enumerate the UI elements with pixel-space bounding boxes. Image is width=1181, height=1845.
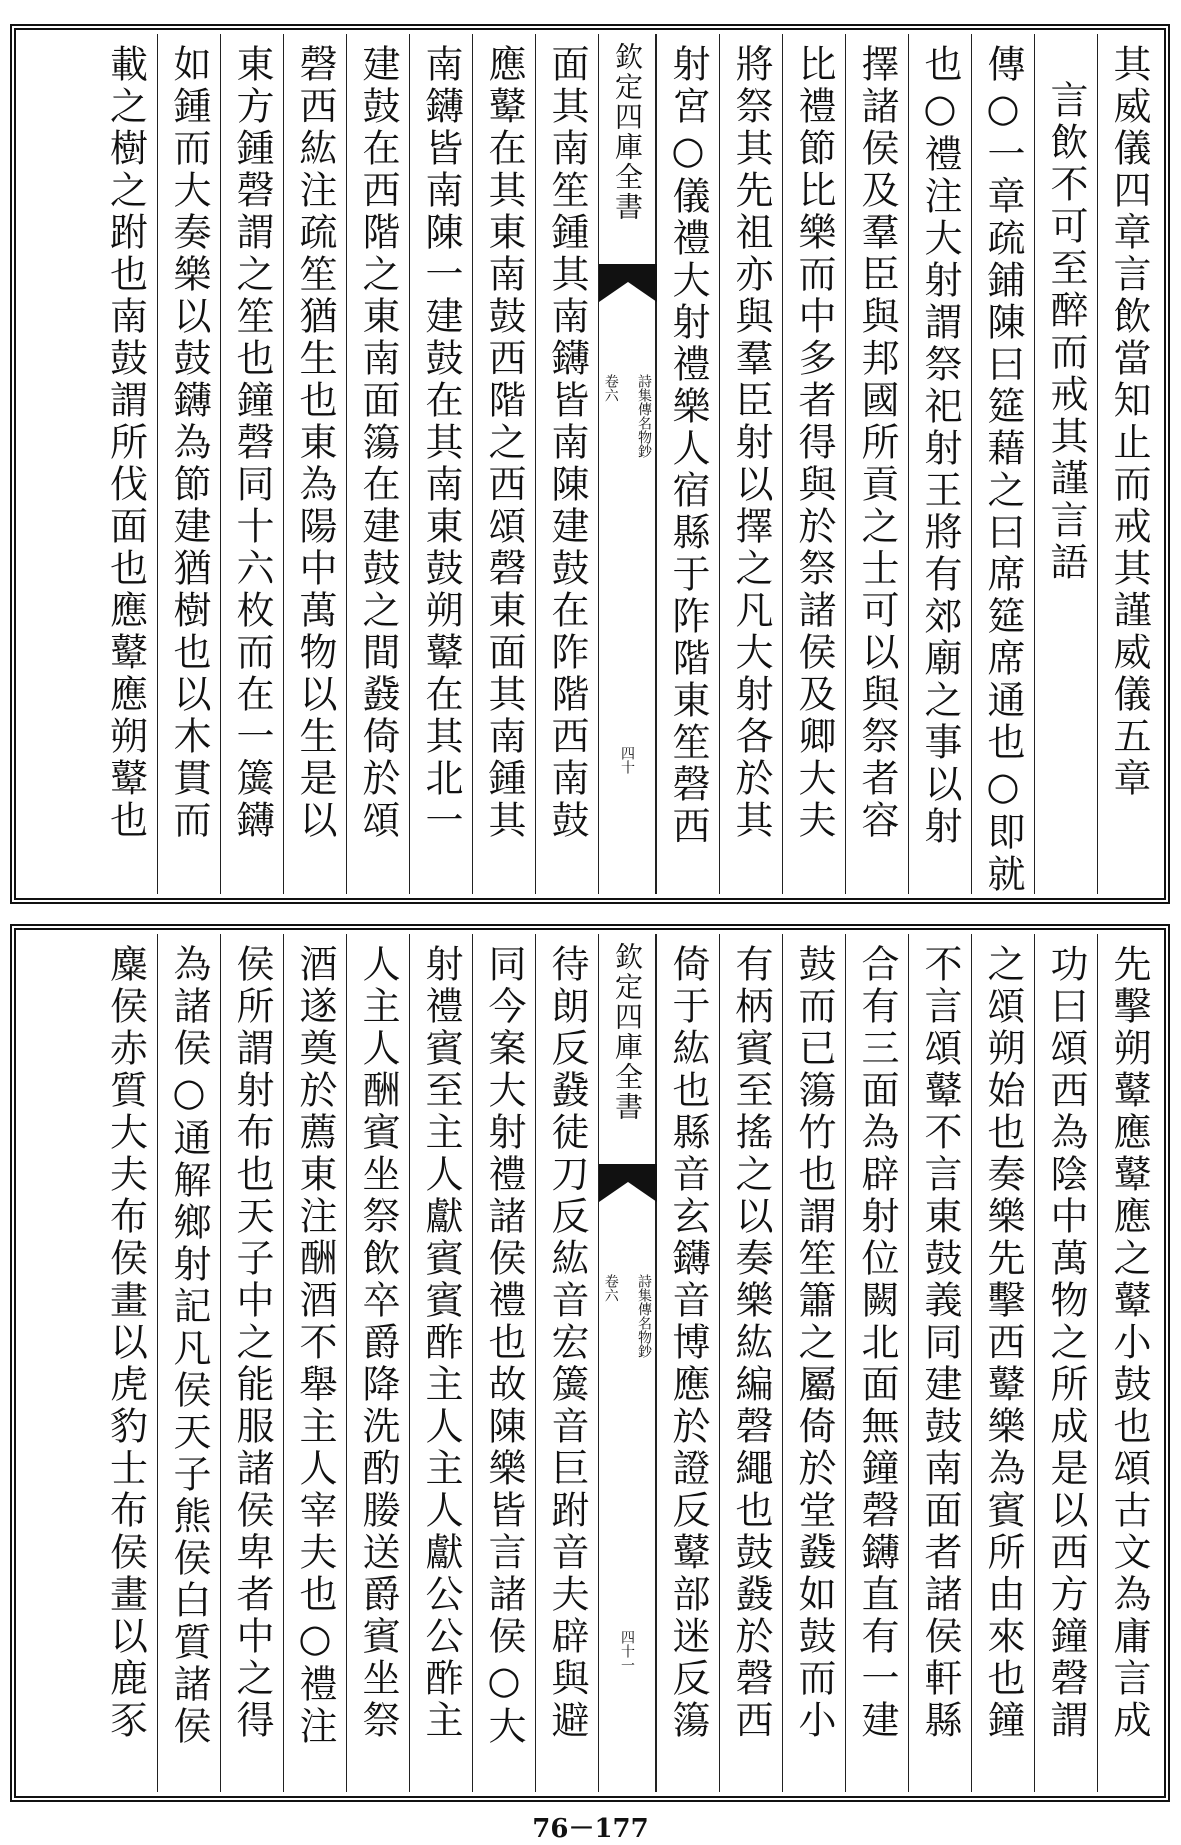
volume-label: 卷六 <box>602 374 619 402</box>
top-page <box>10 24 1170 904</box>
text-column: 射禮賓至主人獻賓賓酢主人主人獻公公酢主 <box>409 934 472 1792</box>
text-column: 先擊朔鼙應鼙應之鼙小鼓也頌古文為庸言成 <box>1097 934 1160 1792</box>
text-column: 同今案大射禮諸侯禮也故陳樂皆言諸侯○大 <box>472 934 535 1792</box>
book-title: 欽定四庫全書 <box>611 942 644 1122</box>
text-column: 射宮○儀禮大射禮樂人宿縣于阼階東笙磬西 <box>656 34 719 894</box>
text-column: 載之樹之跗也南鼓謂所伐面也應鼙應朔鼙也 <box>103 44 148 842</box>
text-column: 酒遂奠於薦東注酬酒不舉主人宰夫也○禮注 <box>283 934 346 1792</box>
text-column: 侯所謂射布也天子中之能服諸侯卑者中之得 <box>220 934 283 1792</box>
text-column: 其威儀四章言飲當知止而戒其謹威儀五章 <box>1097 34 1160 894</box>
text-column: 東方鍾磬謂之笙也鐘磬同十六枚而在一簴鑮 <box>220 34 283 894</box>
fish-tail-mark-icon <box>599 1164 657 1202</box>
text-column: 將祭其先祖亦與羣臣射以擇之凡大射各於其 <box>719 34 782 894</box>
text-column: 言飲不可至醉而戒其謹言語 <box>1034 34 1097 894</box>
fish-tail-mark-icon <box>599 264 657 302</box>
text-column: 不言頌鼙不言東鼓義同建鼓南面者諸侯軒縣 <box>908 934 971 1792</box>
text-column: 傳○一章疏鋪陳曰筵藉之曰席筵席通也○即就 <box>971 34 1034 894</box>
text-column: 面其南笙鍾其南鑮皆南陳建鼓在阼階西南鼓 <box>535 34 598 894</box>
text-column: 鼓而已簜竹也謂笙簫之屬倚於堂鼗如鼓而小 <box>782 934 845 1792</box>
text-column: 有柄賓至搖之以奏樂紘編磬繩也鼓鼗於磬西 <box>719 934 782 1792</box>
text-column: 倚于紘也縣音玄鑮音博應於證反鼙部迷反簜 <box>656 934 719 1792</box>
center-fold <box>598 934 656 1792</box>
center-fold <box>598 34 656 894</box>
top-columns <box>20 34 1160 894</box>
leaf-number: 四十 <box>619 746 635 774</box>
sub-title: 詩集傳名物鈔 <box>636 374 652 458</box>
page-footer-number: 76－177 <box>532 1814 649 1844</box>
text-column: 待朗反鼗徒刀反紘音宏簴音巨跗音夫辟與避 <box>535 934 598 1792</box>
text-column: 為諸侯○通解鄉射記凡侯天子熊侯白質諸侯 <box>157 934 220 1792</box>
text-column: 功曰頌西為陰中萬物之所成是以西方鐘磬謂 <box>1034 934 1097 1792</box>
text-column: 合有三面為辟射位闕北面無鐘磬鑮直有一建 <box>845 934 908 1792</box>
text-column: 如鍾而大奏樂以鼓鑮為節建猶樹也以木貫而 <box>157 34 220 894</box>
leaf-number: 四十一 <box>619 1630 635 1672</box>
text-column: 之頌朔始也奏樂先擊西鼙樂為賓所由來也鐘 <box>971 934 1034 1792</box>
text-column: 人主人酬賓坐祭飲卒爵降洗酌媵送爵賓坐祭 <box>346 934 409 1792</box>
bottom-columns <box>20 934 1160 1792</box>
text-column: 擇諸侯及羣臣與邦國所貢之士可以與祭者容 <box>845 34 908 894</box>
sub-title: 詩集傳名物鈔 <box>636 1274 652 1358</box>
text-column: 比禮節比樂而中多者得與於祭諸侯及卿大夫 <box>782 34 845 894</box>
text-column: 建鼓在西階之東南面簜在建鼓之間鼗倚於頌 <box>346 34 409 894</box>
text-column: 磬西紘注疏笙猶生也東為陽中萬物以生是以 <box>283 34 346 894</box>
text-column: 也○禮注大射謂祭祀射王將有郊廟之事以射 <box>908 34 971 894</box>
text-column: 南鑮皆南陳一建鼓在其南東鼓朔鼙在其北一 <box>409 34 472 894</box>
text-column: 麋侯赤質大夫布侯畫以虎豹士布侯畫以鹿豕 <box>103 944 148 1742</box>
volume-label: 卷六 <box>602 1274 619 1302</box>
text-column: 應鼙在其東南鼓西階之西頌磬東面其南鍾其 <box>472 34 535 894</box>
book-title: 欽定四庫全書 <box>611 42 644 222</box>
bottom-page <box>10 924 1170 1802</box>
